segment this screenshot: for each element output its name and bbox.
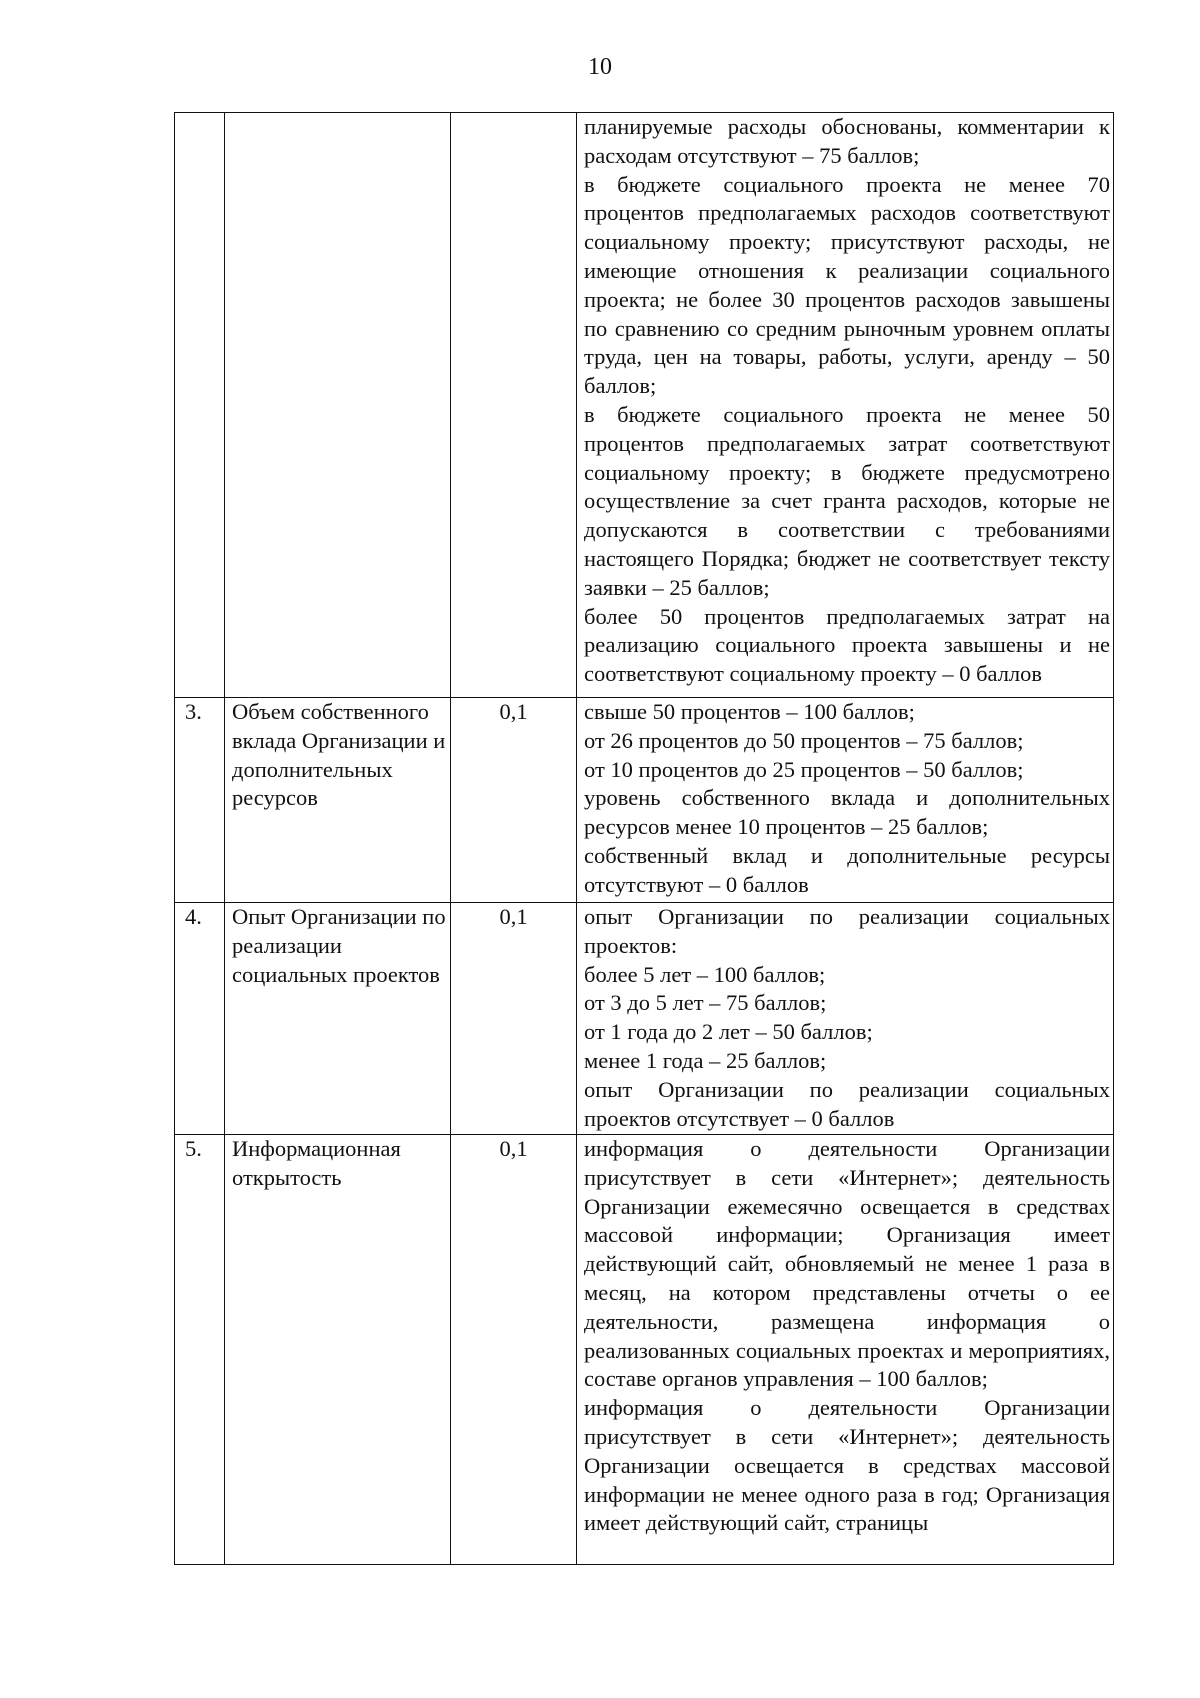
scoring-description-cell <box>577 698 1114 903</box>
scoring-description-cell <box>577 903 1114 1135</box>
table-row <box>175 1135 1114 1565</box>
row-number-cell <box>175 113 225 698</box>
scoring-item: информация о деятельности Организации присутствует в сети «Интернет»; деятельность Организации ежемесячно освещается в средствах массовой информации; Организация имеет действующий сайт, обновляемый не менее 1 раза в месяц, на котором представлены отчеты о ее деятельности, размещена информация о реализованных социальных проектах и мероприятиях, составе органов управления – 100 баллов; <box>584 1136 1110 1392</box>
scoring-item: планируемые расходы обоснованы, комментарии к расходам отсутствуют – 75 баллов; <box>584 114 1110 168</box>
weight-cell <box>451 113 577 698</box>
page-number: 10 <box>588 54 612 80</box>
scoring-item: более 50 процентов предполагаемых затрат на реализацию социального проекта завышены и не соответствуют социальному проекту – 0 баллов <box>584 603 1110 687</box>
criterion-name-cell <box>225 113 451 698</box>
criteria-table <box>174 112 1114 1565</box>
scoring-item: в бюджете социального проекта не менее 50 процентов предполагаемых затрат соответствуют социальному проекту; в бюджете предусмотрено осуществление за счет гранта расходов, которые не допускаются в соответствии с требованиями настоящего Порядка; бюджет не соответствует тексту заявки – 25 баллов; <box>584 401 1110 600</box>
scoring-item: информация о деятельности Организации присутствует в сети «Интернет»; деятельность Организации освещается в средствах массовой информации не менее одного раза в год; Организация имеет действующий сайт, страницы <box>584 1395 1110 1536</box>
weight-cell: 0,1 <box>451 1135 577 1565</box>
table-row <box>175 698 1114 903</box>
scoring-description-cell <box>577 113 1114 698</box>
scoring-item: от 10 процентов до 25 процентов – 50 баллов; <box>584 756 1024 782</box>
scoring-item: в бюджете социального проекта не менее 70 процентов предполагаемых расходов соответствуют социальному проекту; присутствуют расходы, не имеющие отношения к реализации социального проекта; не более 30 процентов расходов завышены по сравнению со средним рыночным уровнем оплаты труда, цен на товары, работы, услуги, аренду – 50 баллов; <box>584 171 1110 399</box>
scoring-description-cell <box>577 1135 1114 1565</box>
scoring-item: от 3 до 5 лет – 75 баллов; <box>584 990 827 1016</box>
scoring-item: опыт Организации по реализации социальных проектов: <box>584 904 1110 958</box>
weight-cell: 0,1 <box>451 698 577 903</box>
criterion-name-cell: Опыт Организации по реализации социальных проектов <box>225 903 451 1135</box>
row-number-cell: 3. <box>175 698 225 903</box>
scoring-item: от 1 года до 2 лет – 50 баллов; <box>584 1019 873 1045</box>
table-row <box>175 113 1114 698</box>
row-number-cell: 4. <box>175 903 225 1135</box>
criterion-name-cell: Объем собственного вклада Организации и дополнительных ресурсов <box>225 698 451 903</box>
scoring-item: от 26 процентов до 50 процентов – 75 баллов; <box>584 727 1024 753</box>
table-row <box>175 903 1114 1135</box>
scoring-item: собственный вклад и дополнительные ресурсы отсутствуют – 0 баллов <box>584 842 1110 897</box>
scoring-item: свыше 50 процентов – 100 баллов; <box>584 699 915 724</box>
scoring-item: уровень собственного вклада и дополнительных ресурсов менее 10 процентов – 25 баллов; <box>584 785 1110 840</box>
row-number-cell: 5. <box>175 1135 225 1565</box>
scoring-item: опыт Организации по реализации социальных проектов отсутствует – 0 баллов <box>584 1076 1110 1131</box>
scoring-item: более 5 лет – 100 баллов; <box>584 961 826 987</box>
criterion-name-cell: Информационная открытость <box>225 1135 451 1565</box>
scoring-item: менее 1 года – 25 баллов; <box>584 1047 827 1073</box>
weight-cell: 0,1 <box>451 903 577 1135</box>
